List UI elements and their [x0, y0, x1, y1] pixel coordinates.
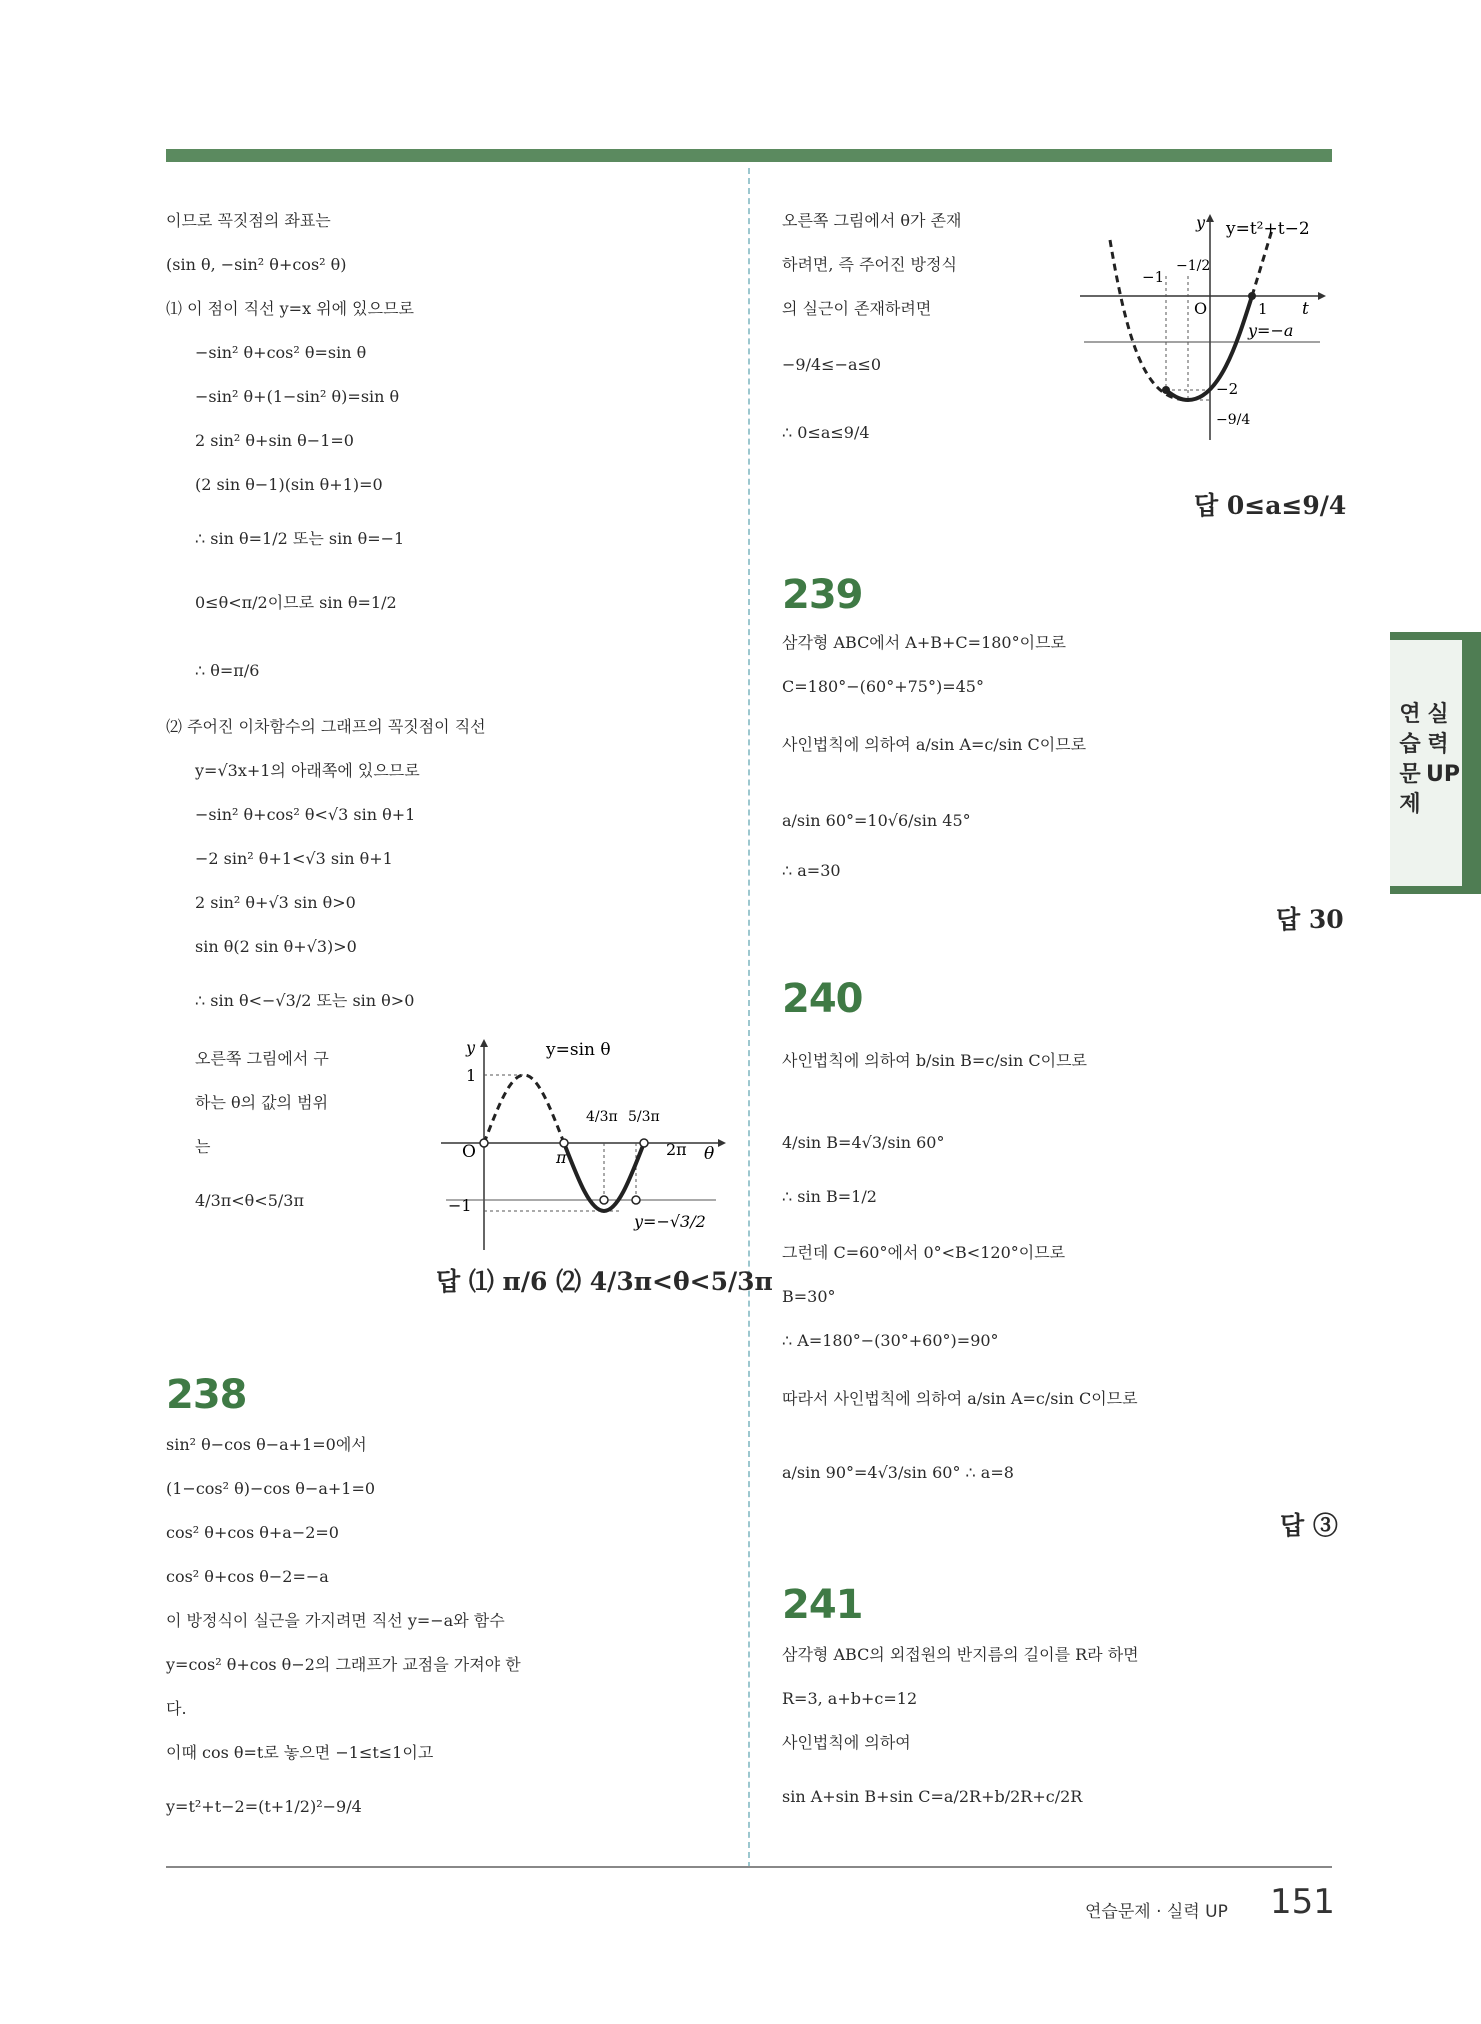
origin-label: O: [1194, 299, 1208, 318]
y-axis-arrow-icon: [1206, 214, 1214, 222]
parabola-solid: [1166, 296, 1252, 400]
y-label: y: [1196, 213, 1206, 232]
tick-53pi: 5/3π: [628, 1109, 660, 1125]
answer-239: 답 30: [1276, 905, 1344, 934]
text-line: B=30°: [782, 1287, 836, 1306]
top-green-bar: [166, 149, 1332, 162]
parabola-dashed-right: [1252, 230, 1272, 296]
side-tab-label-left: 연습문제: [1399, 702, 1421, 817]
tick-pi: π: [556, 1148, 567, 1167]
x-axis-arrow-icon: [718, 1139, 726, 1147]
text-line: ∴ sin θ<−√3/2 또는 sin θ>0: [195, 991, 415, 1010]
tick-one: 1: [1258, 300, 1268, 318]
text-line: 이므로 꼭짓점의 좌표는: [166, 211, 331, 230]
text-line: ∴ a=30: [782, 861, 841, 880]
text-line: (sin θ, −sin² θ+cos² θ): [166, 255, 347, 274]
text-line: 삼각형 ABC의 외접원의 반지름의 길이를 R라 하면: [782, 1645, 1139, 1664]
origin-label: O: [462, 1142, 476, 1162]
tick-minus-two: −2: [1216, 380, 1239, 398]
point-one: [1248, 292, 1256, 300]
y-label: y: [466, 1038, 476, 1057]
text-line: R=3, a+b+c=12: [782, 1689, 918, 1708]
text-line: (1−cos² θ)−cos θ−a+1=0: [166, 1479, 376, 1498]
text-line: y=√3x+1의 아래쪽에 있으므로: [195, 761, 420, 780]
parabola-graph: [1080, 210, 1340, 450]
bottom-rule: [166, 1866, 1332, 1868]
level-label: y=−√3/2: [634, 1212, 706, 1231]
t-label: t: [1302, 299, 1309, 319]
text-line: ∴ A=180°−(30°+60°)=90°: [782, 1331, 999, 1350]
x-label: θ: [704, 1144, 715, 1164]
answer-240: 답 ③: [1280, 1511, 1338, 1540]
curve-label: y=sin θ: [546, 1040, 611, 1060]
tick-43pi: 4/3π: [586, 1109, 618, 1125]
text-line: 사인법칙에 의하여: [782, 1733, 911, 1752]
text-line: 4/3π<θ<5/3π: [195, 1191, 304, 1210]
text-line: −9/4≤−a≤0: [782, 355, 882, 374]
text-line: 하는 θ의 값의 범위: [195, 1093, 329, 1112]
sine-graph: [436, 1035, 726, 1255]
text-line: 따라서 사인법칙에 의하여 a/sin A=c/sin C이므로: [782, 1389, 1138, 1408]
text-line: ∴ sin B=1/2: [782, 1187, 877, 1206]
problem-number-240: 240: [782, 976, 863, 1022]
answer-238: 답 0≤a≤9/4: [1194, 491, 1347, 520]
origin-point: [480, 1139, 488, 1147]
text-line: 그런데 C=60°에서 0°<B<120°이므로: [782, 1243, 1066, 1262]
problem-number-239: 239: [782, 572, 863, 618]
curve-label: y=t²+t−2: [1226, 219, 1310, 239]
answer-237: 답 ⑴ π/6 ⑵ 4/3π<θ<5/3π: [436, 1267, 773, 1296]
text-line: sin A+sin B+sin C=a/2R+b/2R+c/2R: [782, 1787, 1083, 1806]
text-line: ⑴ 이 점이 직선 y=x 위에 있으므로: [166, 299, 415, 318]
text-line: −sin² θ+cos² θ=sin θ: [195, 343, 367, 362]
text-line: a/sin 90°=4√3/sin 60° ∴ a=8: [782, 1463, 1014, 1482]
footer-label: 연습문제 · 실력 UP: [1085, 1902, 1228, 1922]
text-line: 이때 cos θ=t로 놓으면 −1≤t≤1이고: [166, 1743, 434, 1762]
text-line: a/sin 60°=10√6/sin 45°: [782, 811, 971, 830]
two-pi-point: [640, 1139, 648, 1147]
text-line: 오른쪽 그림에서 구: [195, 1049, 329, 1068]
text-line: 이 방정식이 실근을 가지려면 직선 y=−a와 함수: [166, 1611, 505, 1630]
tick-two-pi: 2π: [666, 1140, 687, 1159]
text-line: y=cos² θ+cos θ−2의 그래프가 교점을 가져야 한: [166, 1655, 521, 1674]
text-line: ∴ 0≤a≤9/4: [782, 423, 870, 442]
text-line: cos² θ+cos θ−2=−a: [166, 1567, 329, 1586]
tick-one: 1: [466, 1066, 477, 1085]
text-line: −sin² θ+cos² θ<√3 sin θ+1: [195, 805, 416, 824]
text-line: 2 sin² θ+sin θ−1=0: [195, 431, 354, 450]
text-line: ⑵ 주어진 이차함수의 그래프의 꼭짓점이 직선: [166, 717, 486, 736]
point-53pi: [632, 1196, 640, 1204]
text-line: 4/sin B=4√3/sin 60°: [782, 1133, 945, 1152]
text-line: −sin² θ+(1−sin² θ)=sin θ: [195, 387, 400, 406]
t-axis-arrow-icon: [1318, 292, 1326, 300]
sine-curve-dashed: [484, 1075, 564, 1143]
text-line: 의 실근이 존재하려면: [782, 299, 932, 318]
text-line: sin² θ−cos θ−a+1=0에서: [166, 1435, 367, 1454]
tick-min: −9/4: [1216, 412, 1251, 428]
text-line: ∴ sin θ=1/2 또는 sin θ=−1: [195, 529, 405, 548]
page-number: 151: [1270, 1882, 1335, 1922]
problem-number-241: 241: [782, 1582, 863, 1628]
line-label: y=−a: [1248, 321, 1294, 340]
y-axis-arrow-icon: [480, 1039, 488, 1047]
text-line: −2 sin² θ+1<√3 sin θ+1: [195, 849, 393, 868]
tick-minus-one: −1: [1142, 268, 1165, 286]
text-line: 삼각형 ABC에서 A+B+C=180°이므로: [782, 633, 1066, 652]
text-line: 사인법칙에 의하여 a/sin A=c/sin C이므로: [782, 735, 1087, 754]
text-line: 2 sin² θ+√3 sin θ>0: [195, 893, 356, 912]
tick-half: −1/2: [1176, 258, 1211, 274]
point-minus-one: [1162, 386, 1170, 394]
column-divider: [748, 168, 750, 1868]
text-line: ∴ θ=π/6: [195, 661, 260, 680]
tick-minus-one: −1: [448, 1196, 472, 1215]
text-line: 다.: [166, 1699, 187, 1718]
text-line: 는: [195, 1137, 211, 1156]
text-line: 하려면, 즉 주어진 방정식: [782, 255, 957, 274]
point-43pi: [600, 1196, 608, 1204]
text-line: cos² θ+cos θ+a−2=0: [166, 1523, 339, 1542]
pi-point: [560, 1139, 568, 1147]
text-line: C=180°−(60°+75°)=45°: [782, 677, 984, 696]
problem-number-238: 238: [166, 1372, 247, 1418]
text-line: 오른쪽 그림에서 θ가 존재: [782, 211, 962, 230]
text-line: sin θ(2 sin θ+√3)>0: [195, 937, 357, 956]
text-line: 사인법칙에 의하여 b/sin B=c/sin C이므로: [782, 1051, 1088, 1070]
text-line: 0≤θ<π/2이므로 sin θ=1/2: [195, 593, 397, 612]
side-tab-label-right: 실력UP: [1426, 702, 1460, 787]
text-line: y=t²+t−2=(t+1/2)²−9/4: [166, 1797, 362, 1816]
text-line: (2 sin θ−1)(sin θ+1)=0: [195, 475, 383, 494]
